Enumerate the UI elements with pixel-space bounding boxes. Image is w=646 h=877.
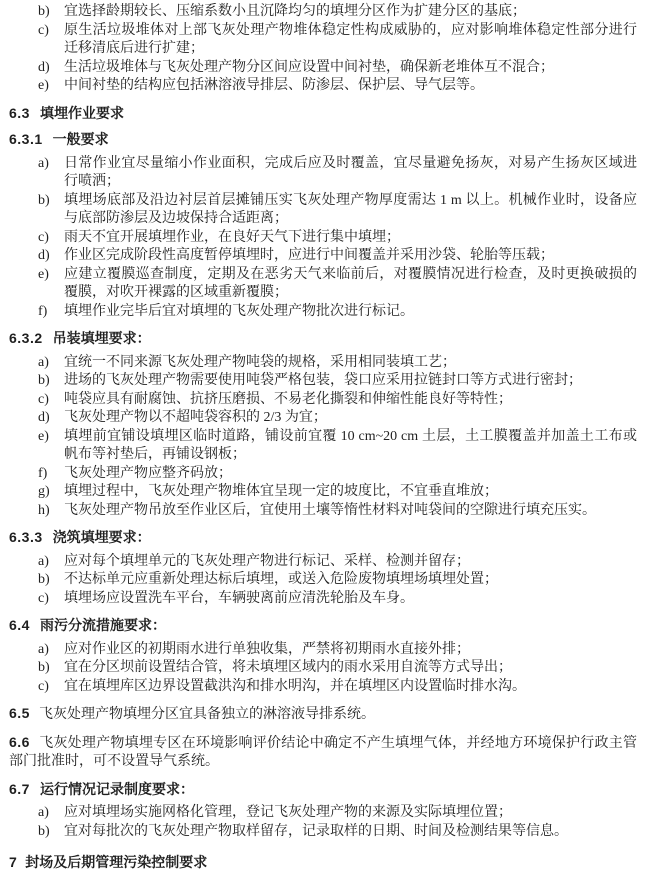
list-item bbox=[9, 247, 637, 266]
section-heading bbox=[9, 616, 637, 635]
item-text: 应对每个填埋单元的飞灰处理产物进行标记、采样、检测并留存； bbox=[64, 553, 470, 569]
list-item bbox=[9, 372, 637, 391]
heading-title: 一般要求 bbox=[52, 131, 109, 147]
list-item bbox=[9, 804, 637, 823]
heading-number: 6.3.1 bbox=[9, 131, 43, 147]
clause-paragraph bbox=[9, 704, 637, 725]
list-item bbox=[9, 59, 637, 78]
item-text: 日常作业宜尽量缩小作业面积，完成后应及时覆盖，宜尽量避免扬灰，对易产生扬灰区域进行喷洒； bbox=[64, 155, 637, 189]
list-item bbox=[9, 155, 637, 192]
item-letter: d) bbox=[38, 410, 50, 425]
heading-number: 7 bbox=[9, 854, 18, 870]
list-item bbox=[9, 229, 637, 248]
clause-number: 6.6 bbox=[9, 733, 30, 750]
heading-number: 6.3 bbox=[9, 104, 30, 121]
list-item bbox=[9, 590, 637, 609]
clause-list bbox=[9, 553, 637, 609]
section-heading bbox=[9, 104, 637, 123]
heading-title: 浇筑填埋要求： bbox=[52, 529, 151, 545]
item-letter: e) bbox=[38, 428, 49, 444]
item-text: 不达标单元应重新处理达标后填埋，或送入危险废物填埋场填埋处置； bbox=[64, 572, 498, 587]
item-letter: a) bbox=[38, 155, 49, 171]
item-letter: a) bbox=[38, 553, 49, 569]
item-letter: b) bbox=[38, 4, 50, 19]
item-letter: f) bbox=[38, 303, 48, 319]
list-item bbox=[9, 502, 637, 521]
item-text: 填埋场应设置洗车平台，车辆驶离前应清洗轮胎及车身。 bbox=[64, 590, 414, 606]
clause-text: 飞灰处理产物填埋分区宜具备独立的淋溶液导排系统。 bbox=[38, 707, 375, 722]
heading-title: 填埋作业要求 bbox=[39, 104, 124, 121]
list-item bbox=[9, 428, 637, 465]
list-item bbox=[9, 303, 637, 322]
list-item bbox=[9, 354, 637, 373]
item-text: 宜对每批次的飞灰处理产物取样留存，记录取样的日期、时间及检测结果等信息。 bbox=[64, 823, 568, 839]
item-letter: c) bbox=[38, 678, 49, 694]
list-item bbox=[9, 3, 637, 22]
item-text: 作业区完成阶段性高度暂停填埋时，应进行中间覆盖并采用沙袋、轮胎等压载； bbox=[64, 248, 554, 263]
list-item bbox=[9, 391, 637, 410]
item-letter: c) bbox=[38, 229, 49, 245]
section-heading bbox=[9, 329, 637, 348]
clause-list bbox=[9, 155, 637, 322]
clause-list bbox=[9, 804, 637, 841]
item-text: 飞灰处理产物应整齐码放； bbox=[64, 465, 232, 481]
heading-title: 雨污分流措施要求： bbox=[39, 617, 166, 633]
heading-number: 6.3.3 bbox=[9, 529, 43, 545]
item-letter: d) bbox=[38, 59, 50, 75]
item-letter: a) bbox=[38, 641, 49, 657]
item-letter: a) bbox=[38, 354, 49, 370]
item-text: 宜在分区坝前设置结合管，将未填埋区域内的雨水采用自流等方式导出； bbox=[64, 660, 512, 675]
section-heading bbox=[9, 528, 637, 547]
section-heading bbox=[9, 853, 637, 872]
clause-list bbox=[9, 641, 637, 697]
item-letter: b) bbox=[38, 192, 50, 208]
item-text: 应对填埋场实施网格化管理，登记飞灰处理产物的来源及实际填埋位置； bbox=[64, 805, 512, 820]
item-text: 飞灰处理产物吊放至作业区后，宜使用土壤等惰性材料对吨袋间的空隙进行填充压实。 bbox=[64, 502, 596, 518]
item-text: 宜选择龄期较长、压缩系数小且沉降均匀的填埋分区作为扩建分区的基底； bbox=[64, 4, 526, 19]
heading-title: 吊装填埋要求： bbox=[52, 330, 151, 346]
item-text: 宜统一不同来源飞灰处理产物吨袋的规格，采用相同装填工艺； bbox=[64, 354, 456, 370]
item-text: 应对作业区的初期雨水进行单独收集，严禁将初期雨水直接外排； bbox=[64, 641, 470, 657]
item-letter: b) bbox=[38, 572, 50, 587]
item-text: 应建立覆膜巡查制度，定期及在恶劣天气来临前后，对覆膜情况进行检查，及时更换破损的覆膜，对吹开裸露的区域重新覆膜； bbox=[64, 266, 637, 300]
clause-text: 飞灰处理产物填埋专区在环境影响评价结论中确定不产生填埋气体，并经地方环境保护行政主管部门批准时，可不设置导气系统。 bbox=[9, 735, 637, 769]
item-letter: h) bbox=[38, 502, 50, 518]
heading-title: 运行情况记录制度要求： bbox=[39, 780, 194, 797]
list-item bbox=[9, 22, 637, 59]
list-item bbox=[9, 409, 637, 428]
item-text: 雨天不宜开展填埋作业，在良好天气下进行集中填埋； bbox=[64, 229, 400, 245]
item-letter: a) bbox=[38, 805, 49, 820]
list-item bbox=[9, 77, 637, 96]
item-text: 进场的飞灰处理产物需要使用吨袋严格包装，袋口应采用拉链封口等方式进行密封； bbox=[64, 373, 582, 388]
list-item bbox=[9, 192, 637, 229]
item-letter: c) bbox=[38, 391, 49, 407]
item-text: 飞灰处理产物以不超吨袋容积的 2/3 为宜； bbox=[64, 410, 327, 425]
item-text: 宜在填埋库区边界设置截洪沟和排水明沟，并在填埋区内设置临时排水沟。 bbox=[64, 678, 526, 694]
clause-number: 6.5 bbox=[9, 705, 30, 721]
section-heading bbox=[9, 130, 637, 149]
heading-title: 封场及后期管理污染控制要求 bbox=[25, 854, 208, 870]
item-text: 原生活垃圾堆体对上部飞灰处理产物堆体稳定性构成威胁的，应对影响堆体稳定性部分进行迁移清底后进行扩建； bbox=[64, 22, 637, 56]
item-text: 填埋场底部及沿边衬层首层摊铺压实飞灰处理产物厚度需达 1 m 以上。机械作业时，设备应与底部防渗层及边坡保持合适距离； bbox=[64, 192, 637, 226]
list-item bbox=[9, 266, 637, 303]
item-letter: c) bbox=[38, 22, 49, 38]
clause-list bbox=[9, 3, 637, 96]
item-letter: e) bbox=[38, 266, 49, 282]
list-item bbox=[9, 823, 637, 842]
item-text: 中间衬垫的结构应包括淋溶液导排层、防渗层、保护层、导气层等。 bbox=[64, 78, 484, 93]
list-item bbox=[9, 641, 637, 660]
item-letter: c) bbox=[38, 590, 49, 606]
list-item bbox=[9, 465, 637, 484]
heading-number: 6.3.2 bbox=[9, 330, 43, 346]
heading-number: 6.7 bbox=[9, 780, 30, 797]
item-letter: e) bbox=[38, 78, 49, 93]
section-heading bbox=[9, 780, 637, 799]
item-text: 填埋前宜铺设填埋区临时道路，铺设前宜覆 10 cm~20 cm 土层，土工膜覆盖并加盖土工布或帆布等衬垫后，再铺设钢板； bbox=[64, 428, 637, 462]
list-item bbox=[9, 571, 637, 590]
heading-number: 6.4 bbox=[9, 617, 30, 633]
item-letter: g) bbox=[38, 484, 50, 499]
item-letter: b) bbox=[38, 823, 50, 839]
clause-paragraph bbox=[9, 733, 637, 772]
list-item bbox=[9, 659, 637, 678]
clause-list bbox=[9, 354, 637, 521]
item-letter: f) bbox=[38, 465, 48, 481]
item-text: 填埋作业完毕后宜对填埋的飞灰处理产物批次进行标记。 bbox=[64, 303, 414, 319]
list-item bbox=[9, 483, 637, 502]
item-letter: b) bbox=[38, 660, 50, 675]
item-text: 吨袋应具有耐腐蚀、抗挤压磨损、不易老化撕裂和伸缩性能良好等特性； bbox=[64, 391, 512, 407]
list-item bbox=[9, 678, 637, 697]
item-letter: b) bbox=[38, 373, 50, 388]
list-item bbox=[9, 553, 637, 572]
item-letter: d) bbox=[38, 248, 50, 263]
item-text: 生活垃圾堆体与飞灰处理产物分区间应设置中间衬垫，确保新老堆体互不混合； bbox=[64, 59, 554, 75]
item-text: 填埋过程中，飞灰处理产物堆体宜呈现一定的坡度比，不宜垂直堆放； bbox=[64, 484, 498, 499]
